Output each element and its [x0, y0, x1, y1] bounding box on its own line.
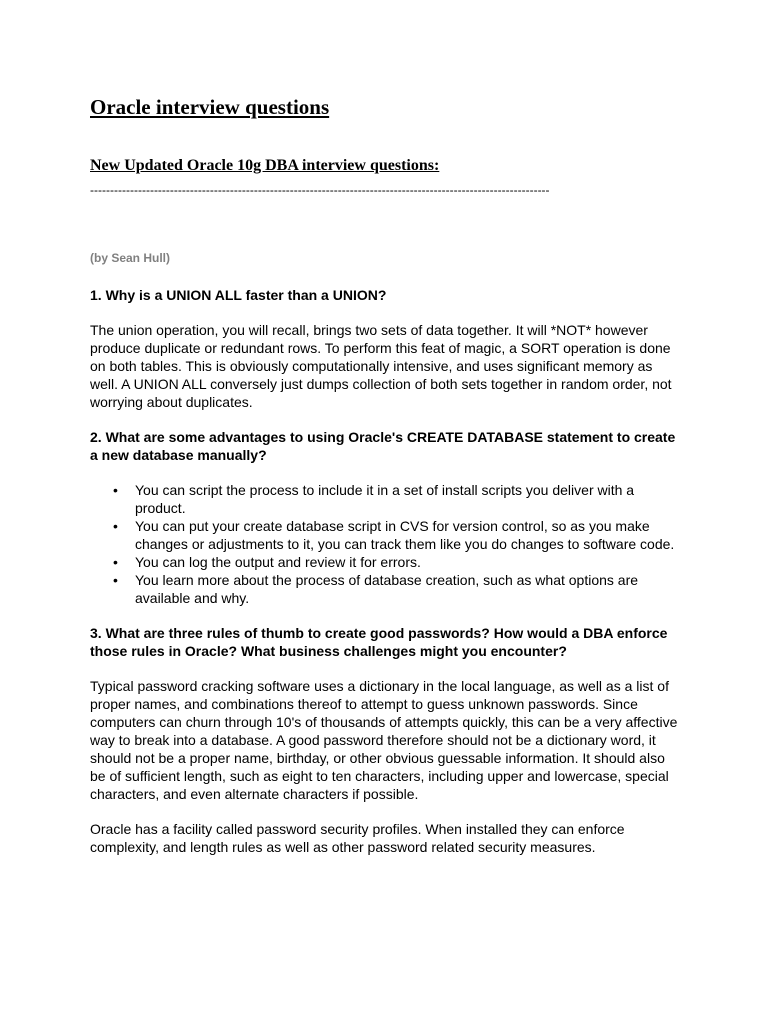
answer-bullet-list	[90, 481, 680, 607]
bullet-item: • You can script the process to include it in a set of install scripts you deliver with a product.	[135, 481, 680, 517]
bullet-item: • You can log the output and review it for errors.	[135, 553, 680, 571]
answer-paragraph: Typical password cracking software uses a dictionary in the local language, as well as a list of proper names, and combinations thereof to attempt to guess unknown passwords. Since computers can churn through 10's of thousands of attempts quickly, this can be a very affective way to break into a database. A good password therefore should not be a dictionary word, it should not be a proper name, birthday, or other obvious guessable information. It should also be of sufficient length, such as eight to ten characters, including upper and lowercase, special characters, and even alternate characters if possible.	[90, 678, 678, 802]
answer-paragraph: Oracle has a facility called password security profiles. When installed they can enforce complexity, and length rules as well as other password related security measures.	[90, 821, 625, 855]
question-heading: 2. What are some advantages to using Oracle's CREATE DATABASE statement to create a new database manually?	[90, 429, 676, 463]
question-section-3	[90, 624, 680, 856]
document-body	[90, 249, 680, 873]
question-heading: 3. What are three rules of thumb to create good passwords? How would a DBA enforce those rules in Oracle? What business challenges might you encounter?	[90, 625, 668, 659]
question-heading: 1. Why is a UNION ALL faster than a UNION?	[90, 287, 387, 303]
question-section-2	[90, 428, 680, 607]
question-section-1	[90, 286, 680, 411]
bullet-item: • You can put your create database script in CVS for version control, so as you make changes or adjustments to it, you can track them like you do changes to software code.	[135, 517, 680, 553]
document-subtitle: New Updated Oracle 10g DBA interview questions:	[90, 157, 440, 174]
answer-paragraph: The union operation, you will recall, brings two sets of data together. It will *NOT* however produce duplicate or redundant rows. To perform this feat of magic, a SORT operation is done on both tables. This is obviously computationally intensive, and uses significant memory as well. A UNION ALL conversely just dumps collection of both sets together in random order, not worrying about duplicates.	[90, 322, 672, 410]
separator-line: -------------------------------------------------------------------------------------------------------------------	[90, 183, 550, 197]
bullet-item: • You learn more about the process of database creation, such as what options are available and why.	[135, 571, 680, 607]
author-byline: (by Sean Hull)	[90, 251, 171, 265]
document-title: Oracle interview questions	[90, 95, 330, 119]
